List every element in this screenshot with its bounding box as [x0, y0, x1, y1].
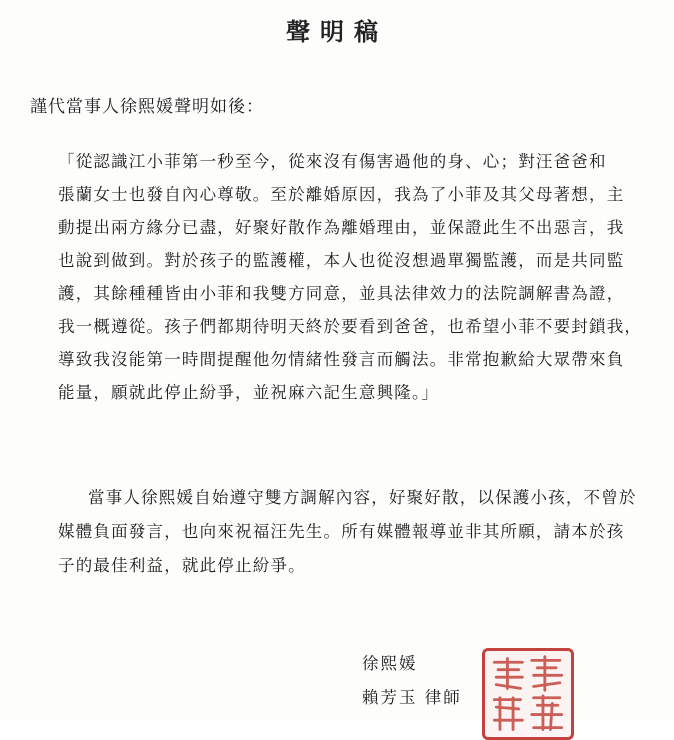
quote-line: 動提出兩方緣分已盡，好聚好散作為離婚理由，並保證此生不出惡言，我 — [58, 218, 625, 237]
closing-line: 子的最佳利益，就此停止紛爭。 — [58, 556, 306, 575]
intro-line: 謹代當事人徐熙媛聲明如後： — [30, 97, 264, 117]
closing-line: 當事人徐熙媛自始遵守雙方調解內容，好聚好散，以保護小孩，不曾於 — [88, 488, 637, 507]
lawyer-seal-stamp — [482, 648, 574, 740]
quote-line: 護，其餘種種皆由小菲和我雙方同意，並具法律效力的法院調解書為證， — [58, 284, 625, 303]
quote-line: 能量，願就此停止紛爭，並祝麻六記生意興隆。」 — [58, 383, 440, 402]
quote-line: 「從認識江小菲第一秒至今，從來沒有傷害過他的身、心；對汪爸爸和 — [58, 152, 607, 171]
quote-line: 導致我沒能第一時間提醒他勿情緒性發言而觸法。非常抱歉給大眾帶來負 — [58, 350, 625, 369]
lawyer-signature: 賴芳玉 律師 — [362, 688, 462, 707]
quote-line: 張蘭女士也發自內心尊敬。至於離婚原因，我為了小菲及其父母著想，主 — [58, 185, 625, 204]
quote-line: 也說到做到。對於孩子的監護權，本人也從沒想過單獨監護，而是共同監 — [58, 251, 625, 270]
client-signature: 徐熙媛 — [362, 654, 418, 673]
document-title: 聲明稿 — [286, 17, 388, 46]
seal-mark-icon — [485, 651, 571, 737]
closing-line: 媒體負面發言，也向來祝福汪先生。所有媒體報導並非其所願，請本於孩 — [58, 522, 625, 541]
quote-line: 我一概遵從。孩子們都期待明天終於要看到爸爸，也希望小菲不要封鎖我， — [58, 317, 643, 336]
